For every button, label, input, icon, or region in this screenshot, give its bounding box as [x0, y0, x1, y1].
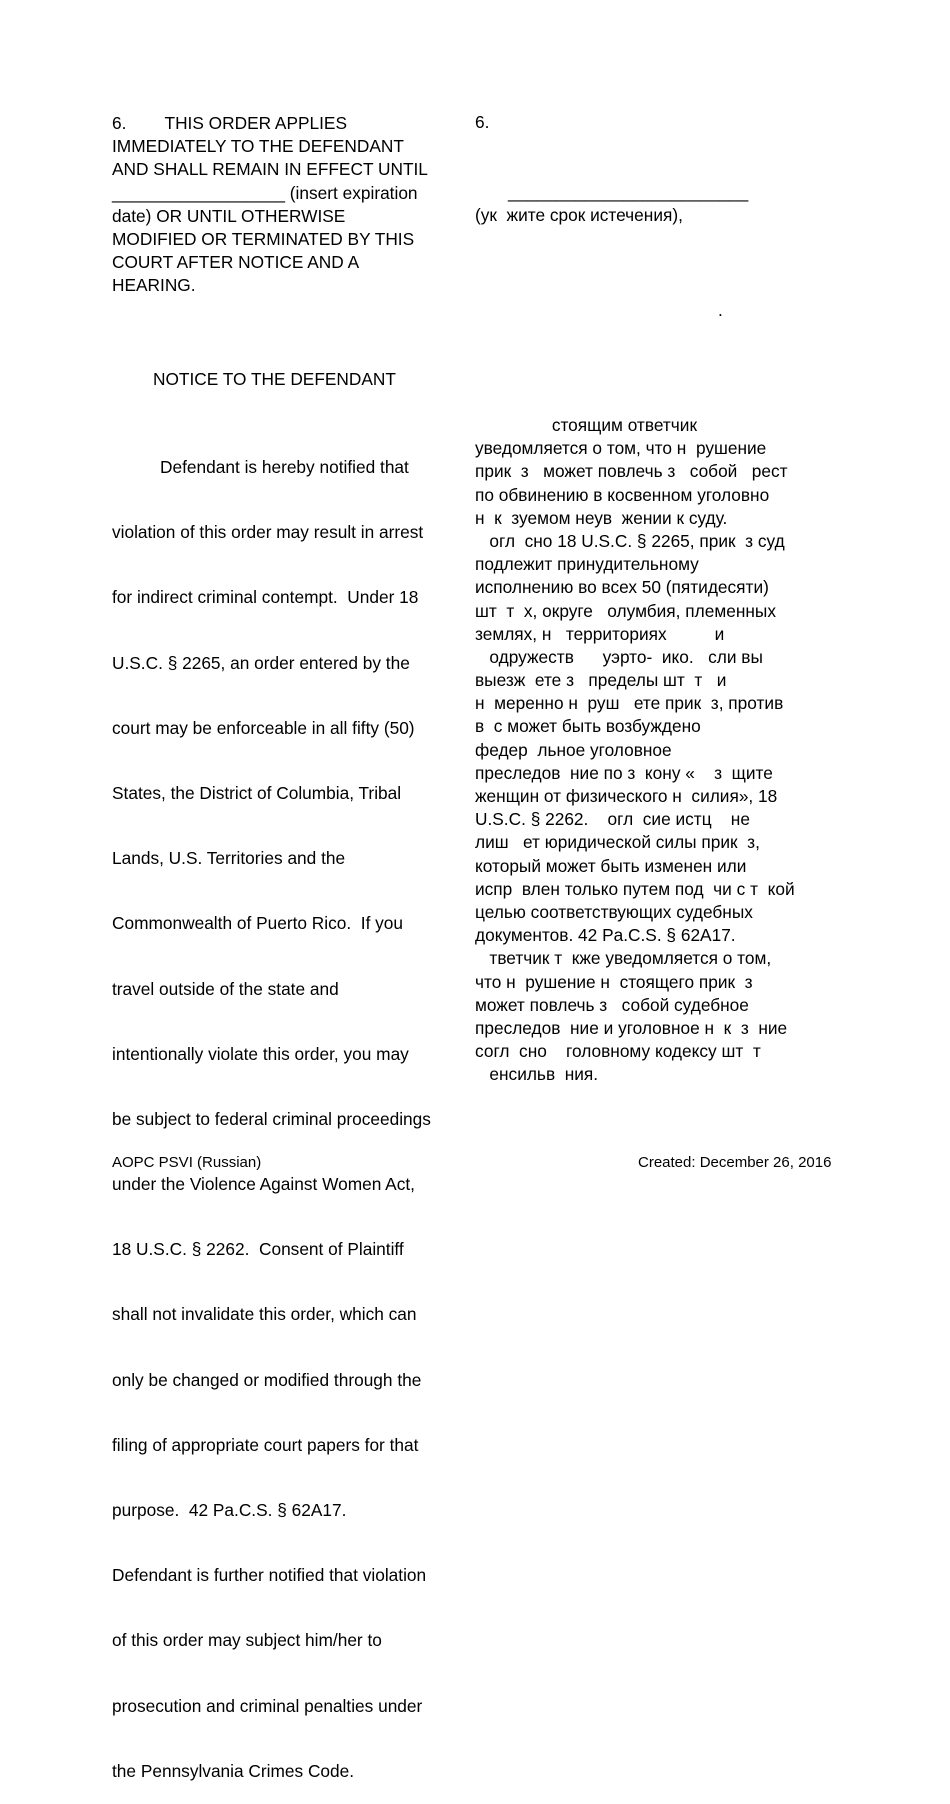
- text-line: Defendant is hereby notified that: [112, 457, 409, 477]
- text-line: целью соответствующих судебных: [475, 901, 753, 922]
- text-line: Lands, U.S. Territories and the: [112, 848, 346, 869]
- text-line: землях, н территориях и: [475, 623, 725, 644]
- text-line: документов. 42 Pa.C.S. § 62A17.: [475, 925, 736, 946]
- text-line: court may be enforceable in all fifty (50): [112, 717, 415, 738]
- text-line: н к зуемом неув жении к суду.: [475, 507, 728, 528]
- text-line: only be changed or modified through the: [112, 1369, 422, 1390]
- text-line: travel outside of the state and: [112, 978, 339, 999]
- text-line: for indirect criminal contempt. Under 18: [112, 587, 419, 608]
- text-line: AND SHALL REMAIN IN EFFECT UNTIL: [112, 159, 428, 180]
- text-line: шт т х, округе олумбия, племенных: [475, 600, 776, 621]
- text-line: по обвинению в косвенном уголовно: [475, 484, 770, 505]
- text-line: HEARING.: [112, 275, 196, 296]
- footer-created-date: Created: December 26, 2016: [638, 1154, 832, 1171]
- text-line: date) OR UNTIL OTHERWISE: [112, 205, 346, 226]
- text-line: федер льное уголовное: [475, 739, 672, 760]
- text-line: U.S.C. § 2262. огл сие истц не: [475, 809, 750, 830]
- text-line: уведомляется о том, что н рушение: [475, 438, 767, 459]
- text-line: be subject to federal criminal proceedings: [112, 1108, 431, 1129]
- section6-russian-period: .: [718, 300, 723, 320]
- text-line: согл сно головному кодексу шт т: [475, 1041, 761, 1062]
- text-line: огл сно 18 U.S.C. § 2265, прик з суд: [475, 530, 785, 551]
- notice-heading: NOTICE TO THE DEFENDANT: [153, 369, 396, 389]
- text-line: shall not invalidate this order, which can: [112, 1304, 417, 1325]
- text-line: выезж ете з пределы шт т и: [475, 670, 727, 691]
- text-line: енсильв ния.: [475, 1064, 599, 1085]
- text-line: что н рушение н стоящего прик з: [475, 971, 753, 992]
- text-line: prosecution and criminal penalties under: [112, 1695, 423, 1716]
- text-line: filing of appropriate court papers for that: [112, 1434, 419, 1455]
- text-line: который может быть изменен или: [475, 855, 747, 876]
- text-line: the Pennsylvania Crimes Code.: [112, 1760, 355, 1781]
- text-line: IMMEDIATELY TO THE DEFENDANT: [112, 136, 404, 157]
- expiration-blank-line: _________________________: [508, 182, 749, 202]
- section6-russian-number: 6.: [475, 112, 490, 132]
- text-line: 18 U.S.C. § 2262. Consent of Plaintiff: [112, 1239, 404, 1260]
- text-line: MODIFIED OR TERMINATED BY THIS: [112, 228, 415, 249]
- text-line: purpose. 42 Pa.C.S. § 62A17.: [112, 1500, 347, 1520]
- text-line: может повлечь з собой судебное: [475, 994, 749, 1015]
- text-line: стоящим ответчик: [475, 415, 698, 435]
- text-line: тветчик т кже уведомляется о том,: [475, 948, 772, 969]
- text-line: U.S.C. § 2265, an order entered by the: [112, 652, 410, 673]
- footer-form-id: AOPC PSVI (Russian): [112, 1154, 262, 1171]
- text-line: преследов ние по з кону « з щите: [475, 762, 773, 783]
- text-line: прик з может повлечь з собой рест: [475, 461, 788, 482]
- text-line: 6. THIS ORDER APPLIES: [112, 113, 347, 133]
- text-line: лиш ет юридической силы прик з,: [475, 832, 760, 853]
- text-line: Commonwealth of Puerto Rico. If you: [112, 913, 404, 934]
- text-line: в с может быть возбуждено: [475, 716, 701, 737]
- text-line: испр влен только путем под чи с т кой: [475, 878, 795, 899]
- text-line: н меренно н руш ете прик з, против: [475, 693, 784, 714]
- text-line: intentionally violate this order, you may: [112, 1043, 409, 1064]
- text-line: of this order may subject him/her to: [112, 1630, 382, 1651]
- text-line: одружеств уэрто- ико. сли вы: [475, 646, 763, 667]
- notice-english: [112, 414, 431, 1804]
- text-line: States, the District of Columbia, Tribal: [112, 782, 402, 803]
- text-line: violation of this order may result in arrest: [112, 522, 424, 543]
- section6-english: [112, 112, 462, 298]
- text-line: Defendant is further notified that violation: [112, 1565, 427, 1586]
- text-line: преследов ние и уголовное н к з ние: [475, 1017, 788, 1038]
- notice-russian: [475, 414, 795, 1086]
- text-line: __________________ (insert expiration: [112, 182, 418, 203]
- text-line: женщин от физического н силия», 18: [475, 786, 778, 806]
- text-line: исполнению во всех 50 (пятидесяти): [475, 577, 769, 598]
- expiration-note-russian: (ук жите срок истечения),: [475, 205, 683, 225]
- text-line: COURT AFTER NOTICE AND A: [112, 252, 360, 273]
- text-line: подлежит принудительному: [475, 554, 699, 575]
- text-line: under the Violence Against Women Act,: [112, 1174, 415, 1195]
